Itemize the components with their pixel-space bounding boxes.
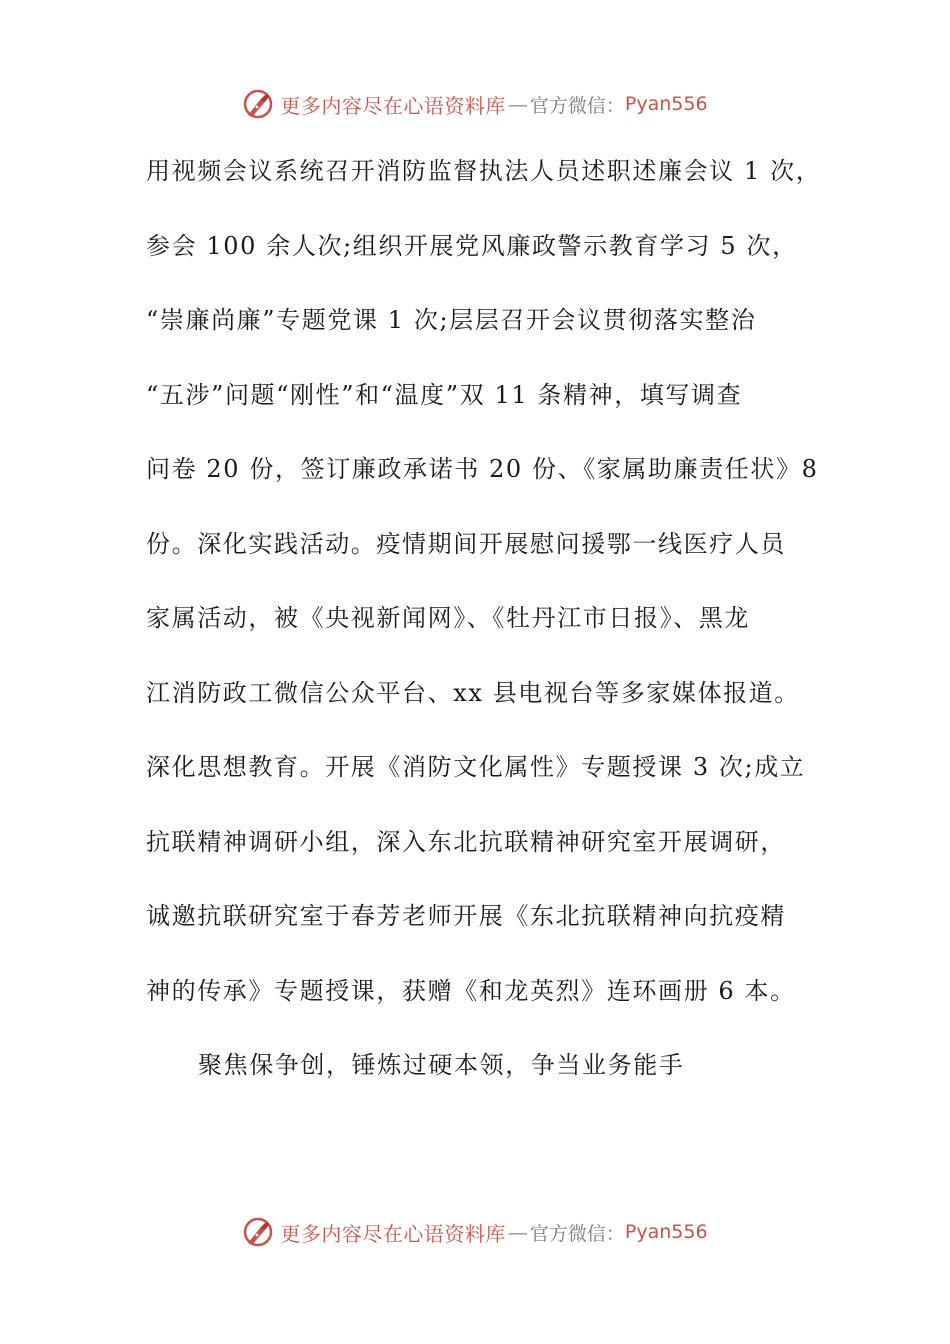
section-heading: 聚焦保争创，锤炼过硬本领，争当业务能手 [198, 1051, 685, 1079]
text-line: 家属活动，被《央视新闻网》、《牡丹江市日报》、黑龙 [146, 604, 750, 632]
pen-nib-circle-icon [242, 88, 274, 120]
text-line: 诚邀抗联研究室于春芳老师开展《东北抗联精神向抗疫精 [146, 902, 786, 930]
text-line: 份。深化实践活动。疫情期间开展慰问援鄂一线医疗人员 [146, 529, 786, 558]
text-line: 问卷 20 份，签订廉政承诺书 20 份、《家属助廉责任状》8 [146, 455, 819, 483]
banner-title: 更多内容尽在心语资料库 [280, 93, 506, 118]
text-line: 神的传承》专题授课，获赠《和龙英烈》连环画册 6 本。 [146, 976, 796, 1005]
text-line: “崇廉尚廉”专题党课 1 次;层层召开会议贯彻落实整治 [146, 306, 757, 334]
text-line: 参会 100 余人次;组织开展党风廉政警示教育学习 5 次， [146, 231, 798, 260]
text-line: “五涉”问题“刚性”和“温度”双 11 条精神，填写调查 [146, 380, 743, 409]
banner-wechat-label: 官方微信： [529, 1222, 625, 1245]
pen-nib-circle-icon [242, 1216, 274, 1248]
text-line: 江消防政工微信公众平台、xx 县电视台等多家媒体报道。 [146, 678, 800, 707]
banner-title: 更多内容尽在心语资料库 [280, 1221, 506, 1246]
text-line: 用视频会议系统召开消防监督执法人员述职述廉会议 1 次， [146, 157, 822, 185]
banner-dash: — [507, 1220, 528, 1244]
header-banner [0, 84, 950, 124]
banner-wechat-id: Pyan556 [624, 93, 708, 115]
banner-wechat-id: Pyan556 [624, 1221, 708, 1243]
text-line: 抗联精神调研小组，深入东北抗联精神研究室开展调研， [146, 827, 786, 856]
text-line: 深化思想教育。开展《消防文化属性》专题授课 3 次;成立 [146, 753, 806, 781]
footer-banner [0, 1212, 950, 1252]
banner-dash: — [507, 92, 528, 116]
document-body [146, 150, 822, 1119]
banner-wechat-label: 官方微信： [529, 94, 625, 117]
